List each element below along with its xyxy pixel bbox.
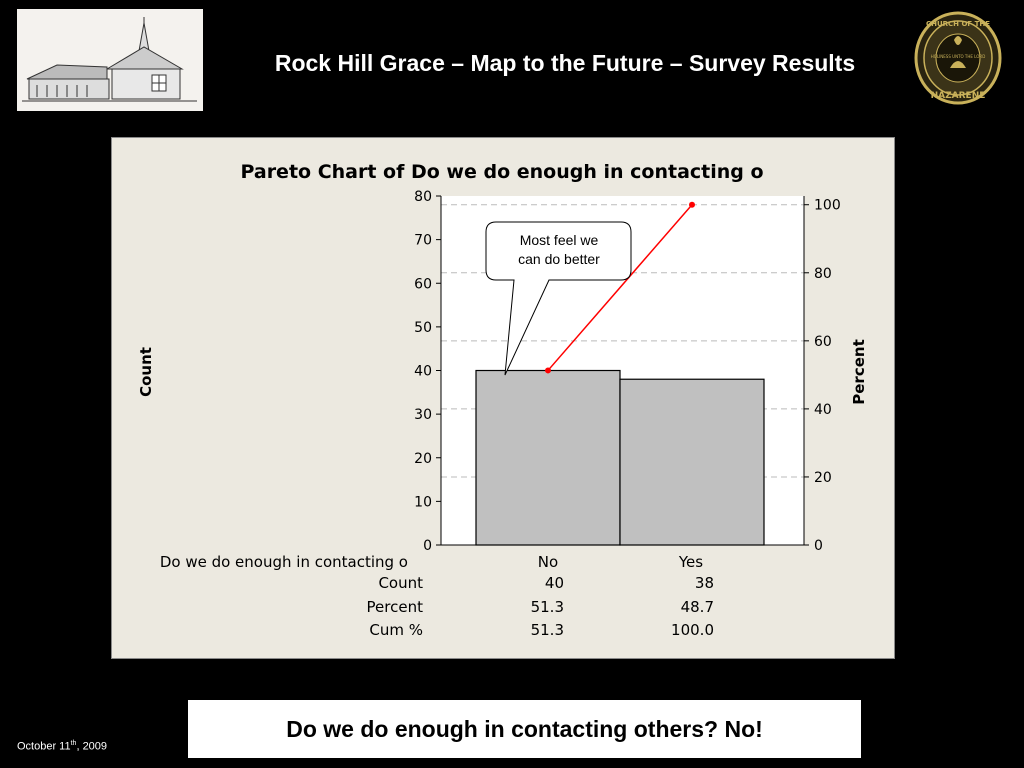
y-tick-label-right-20: 20 <box>814 469 832 486</box>
date-sup: th <box>70 740 77 747</box>
cum-point-yes <box>689 202 695 208</box>
chart-title: Pareto Chart of Do we do enough in contacting o <box>240 161 764 183</box>
slide-title: Rock Hill Grace – Map to the Future – Survey Results <box>274 50 856 76</box>
table-cell-count-no: 40 <box>544 574 564 592</box>
svg-text:NAZARENE: NAZARENE <box>930 91 986 101</box>
slide-date <box>17 740 107 753</box>
table-cell-cum-no: 51.3 <box>530 621 564 639</box>
callout-line-1: Most feel we <box>519 232 599 248</box>
y-axis-label-percent: Percent <box>850 339 868 405</box>
y-tick-label-left-20: 20 <box>414 450 432 467</box>
y-tick-label-left-80: 80 <box>414 189 432 205</box>
table-row-label-cum: Cum % <box>369 621 423 639</box>
table-category-no: No <box>537 553 559 571</box>
table-cell-percent-no: 51.3 <box>530 598 564 616</box>
caption-box <box>188 700 861 758</box>
caption-text: Do we do enough in contacting others? No! <box>286 715 763 742</box>
table-row-label-count: Count <box>378 574 423 592</box>
bar-no <box>476 371 620 546</box>
callout-annotation-text <box>490 231 628 269</box>
y-axis-label-count: Count <box>137 347 155 397</box>
y-tick-label-left-30: 30 <box>414 407 432 424</box>
svg-text:CHURCH OF THE: CHURCH OF THE <box>925 20 991 28</box>
date-suffix: , 2009 <box>76 740 108 753</box>
table-cell-cum-yes: 100.0 <box>671 621 714 639</box>
y-tick-label-right-60: 60 <box>814 333 832 350</box>
svg-text:HOLINESS UNTO THE LORD: HOLINESS UNTO THE LORD <box>930 54 986 59</box>
table-cell-percent-yes: 48.7 <box>680 598 714 616</box>
y-tick-label-right-0: 0 <box>814 538 823 554</box>
y-tick-label-left-10: 10 <box>414 494 432 511</box>
table-category-yes: Yes <box>678 553 704 571</box>
table-row-label-percent: Percent <box>366 598 423 616</box>
y-tick-label-left-0: 0 <box>423 538 432 554</box>
y-tick-label-left-40: 40 <box>414 363 432 380</box>
y-tick-label-left-50: 50 <box>414 319 432 336</box>
cum-point-no <box>545 367 551 373</box>
y-tick-label-right-40: 40 <box>814 401 832 418</box>
date-prefix: October 11 <box>17 740 71 753</box>
callout-line-2: can do better <box>518 251 600 267</box>
bar-yes <box>620 379 764 545</box>
y-tick-label-left-60: 60 <box>414 276 432 293</box>
y-tick-label-left-70: 70 <box>414 232 432 249</box>
y-tick-label-right-80: 80 <box>814 265 832 282</box>
table-header-label: Do we do enough in contacting o <box>159 553 408 571</box>
table-cell-count-yes: 38 <box>694 574 714 592</box>
y-tick-label-right-100: 100 <box>814 197 841 214</box>
